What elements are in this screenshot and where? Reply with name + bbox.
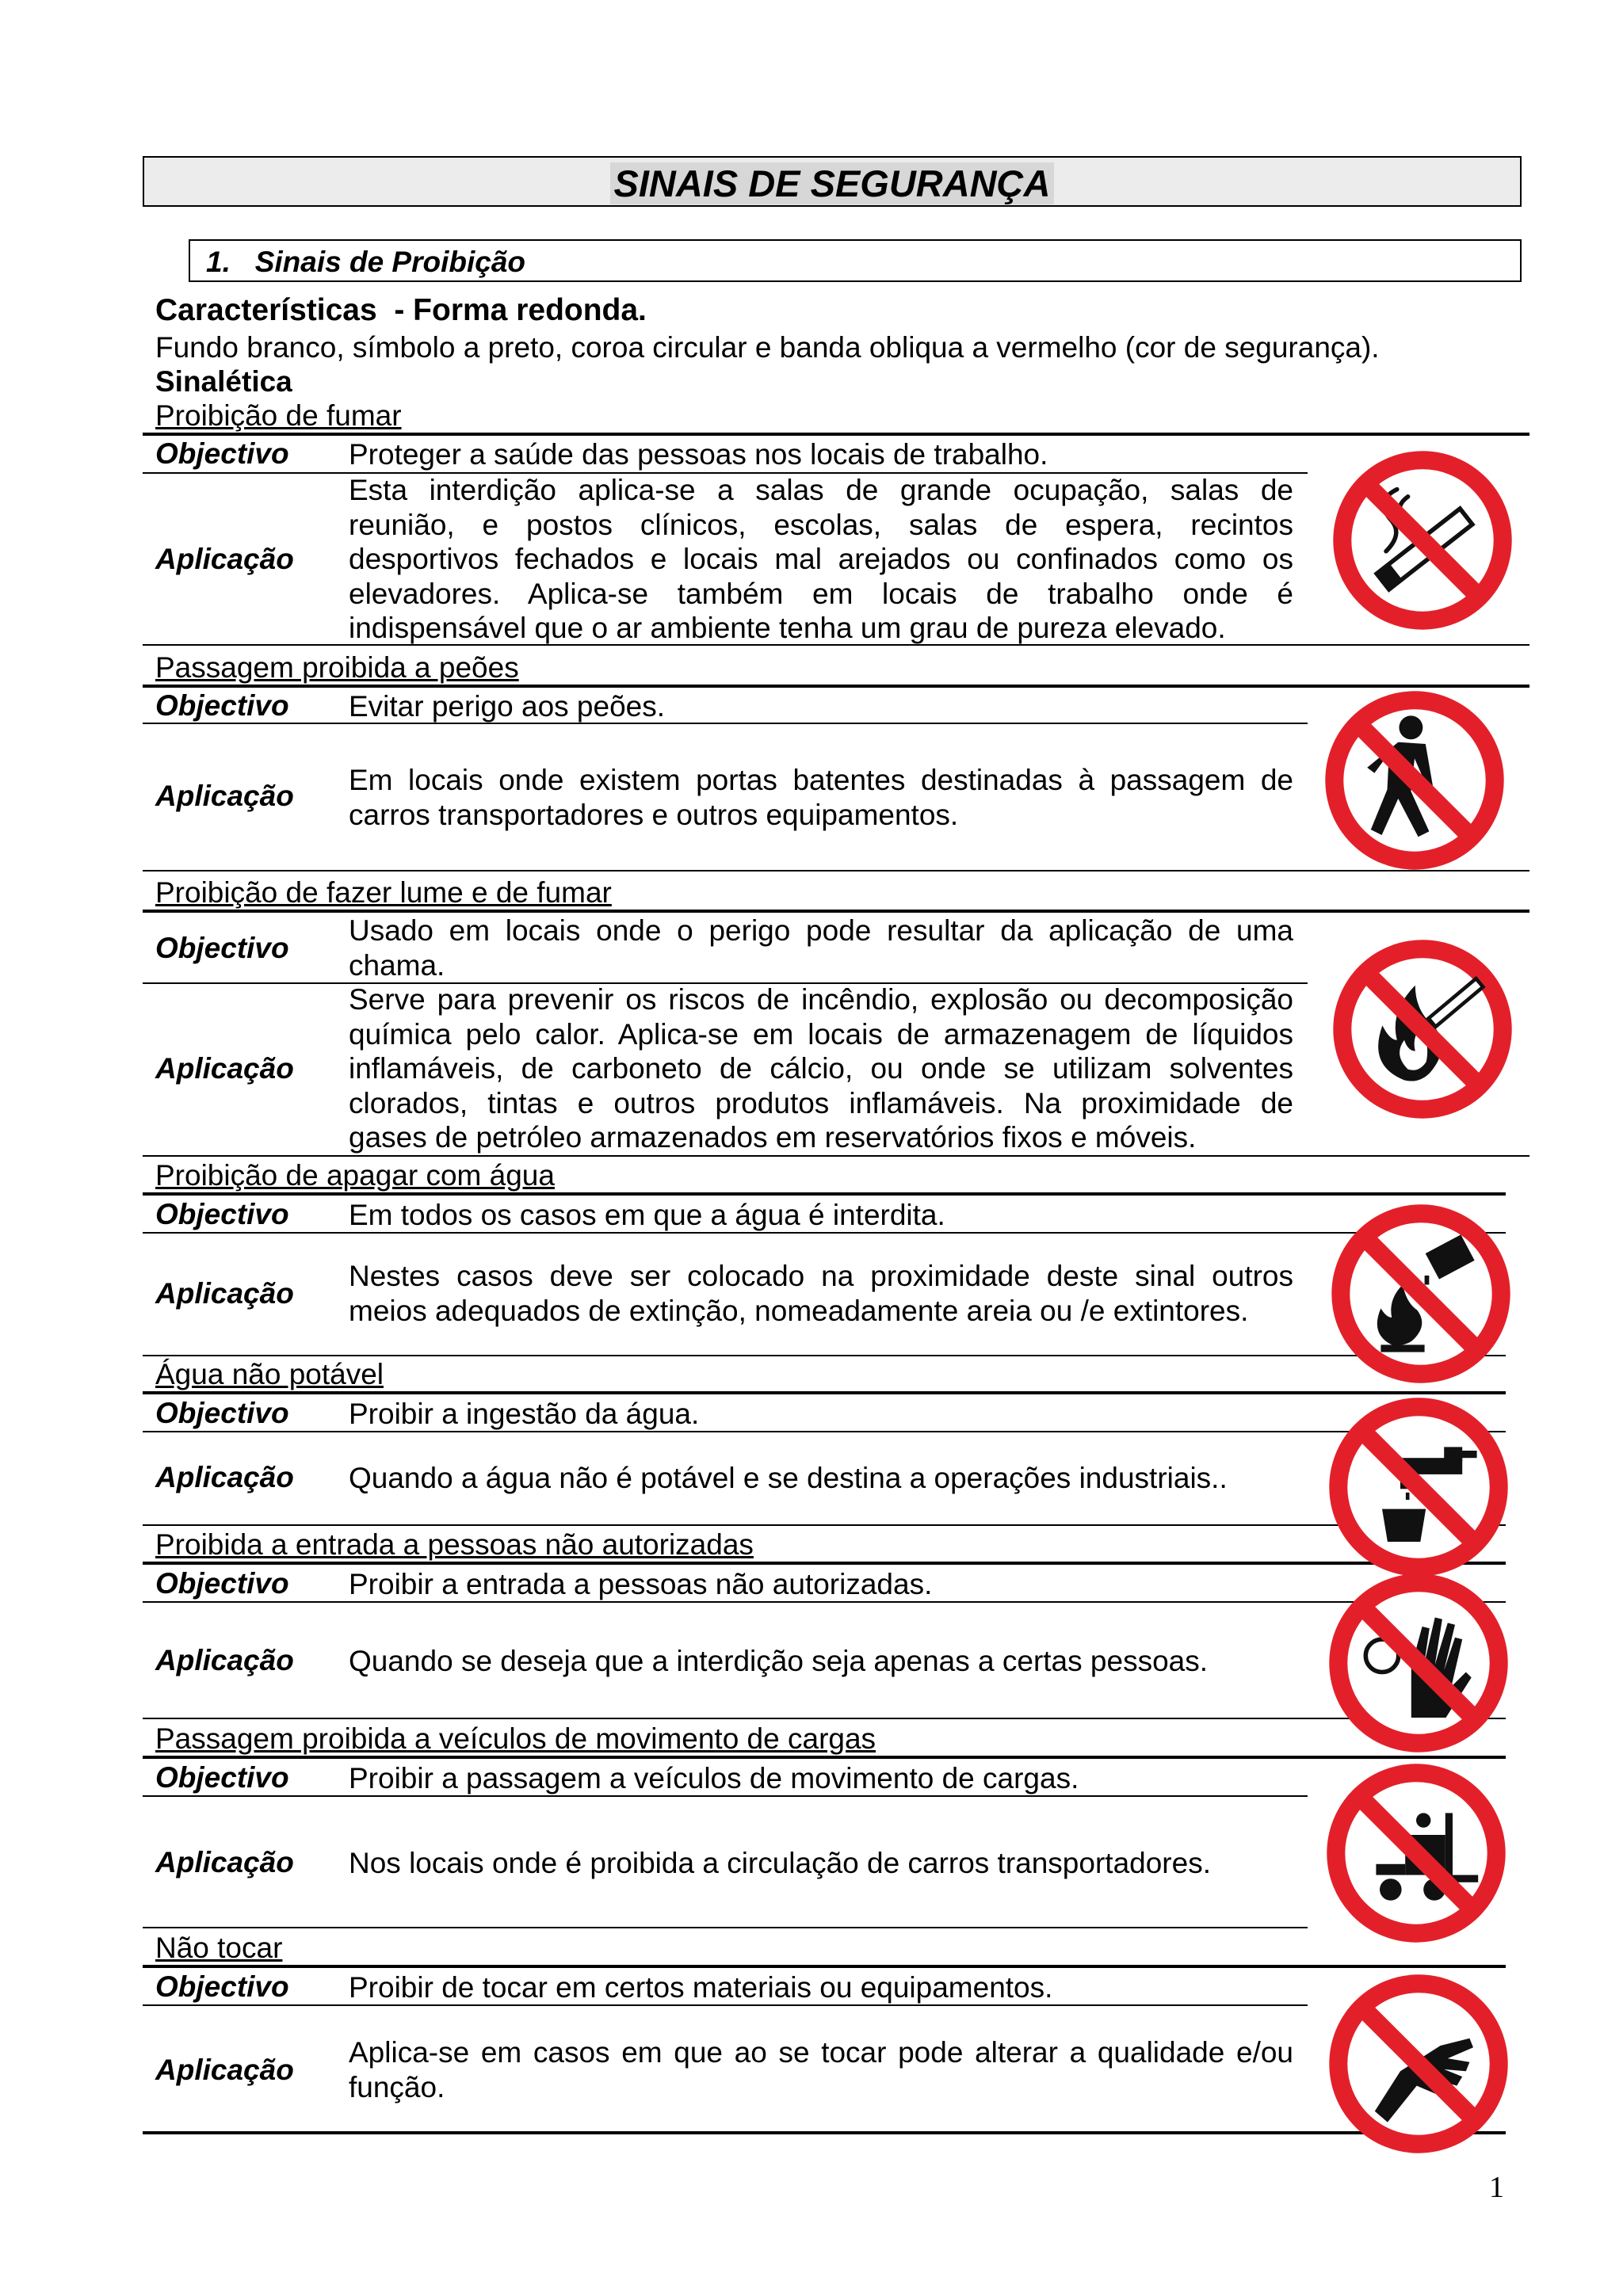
- sign-title: Água não potável: [155, 1358, 384, 1390]
- no-smoking-icon: [1331, 449, 1514, 631]
- objective-label: Objectivo: [155, 1198, 289, 1230]
- no-unauthorized-entry-icon: [1327, 1572, 1510, 1754]
- divider: [143, 1355, 1506, 1356]
- application-text: Aplica-se em casos em que ao se tocar pode alterar a qualidade e/ou função.: [349, 2036, 1293, 2103]
- divider: [143, 870, 1529, 871]
- characteristics-line: [155, 293, 647, 328]
- divider: [143, 1601, 1506, 1603]
- no-open-flame-icon: [1331, 938, 1514, 1120]
- application-label: Aplicação: [155, 1846, 294, 1878]
- divider: [143, 1155, 1529, 1157]
- divider: [143, 644, 1529, 646]
- application-label: Aplicação: [155, 1277, 294, 1310]
- objective-label: Objectivo: [155, 1397, 289, 1429]
- application-label: Aplicação: [155, 1644, 294, 1676]
- no-pedestrians-icon: [1323, 689, 1506, 871]
- divider: [143, 1192, 1506, 1196]
- divider: [143, 723, 1308, 724]
- objective-text: Em todos os casos em que a água é interdita.: [349, 1199, 945, 1231]
- objective-text: Proibir a passagem a veículos de movimento de cargas.: [349, 1762, 1079, 1794]
- no-water-extinguishing-icon: [1330, 1203, 1512, 1385]
- application-label: Aplicação: [155, 1052, 294, 1085]
- objective-text: Usado em locais onde o perigo pode resultar da aplicação de uma chama.: [349, 914, 1293, 982]
- divider: [143, 1795, 1308, 1797]
- sign-title: Proibida a entrada a pessoas não autorizadas: [155, 1528, 754, 1561]
- objective-text: Proibir de tocar em certos materiais ou equipamentos.: [349, 1971, 1053, 2004]
- objective-text: Evitar perigo aos peões.: [349, 690, 666, 723]
- characteristics-value: - Forma redonda.: [394, 293, 647, 327]
- application-text: Esta interdição aplica-se a salas de grande ocupação, salas de reunião, e postos clínicos, escolas, salas de espera, recintos desportivos fechados e locais mal arejados ou confinados como os elevadores. Aplica-se também em locais de trabalho onde é indispensável que o ar ambiente tenha um grau de pureza elevado.: [349, 474, 1293, 644]
- objective-label: Objectivo: [155, 1970, 289, 2003]
- application-text: Em locais onde existem portas batentes destinadas à passagem de carros transportadores e outros equipamentos.: [349, 764, 1293, 831]
- sign-title: Não tocar: [155, 1932, 283, 1964]
- sign-title: Proibição de apagar com água: [155, 1159, 555, 1192]
- objective-text: Proibir a ingestão da água.: [349, 1398, 700, 1430]
- divider: [143, 2004, 1308, 2006]
- divider: [143, 1927, 1308, 1928]
- no-touching-icon: [1327, 1973, 1510, 2155]
- characteristics-label: Características: [155, 293, 377, 327]
- application-label: Aplicação: [155, 2054, 294, 2086]
- divider: [143, 1391, 1506, 1394]
- objective-label: Objectivo: [155, 689, 289, 722]
- characteristics-description: Fundo branco, símbolo a preto, coroa circular e banda obliqua a vermelho (cor de segurança).: [155, 331, 1380, 364]
- objective-text: Proteger a saúde das pessoas nos locais de trabalho.: [349, 438, 1048, 471]
- sign-title: Passagem proibida a peões: [155, 651, 519, 684]
- divider: [143, 1431, 1506, 1432]
- divider: [143, 433, 1529, 436]
- application-label: Aplicação: [155, 780, 294, 812]
- sign-title: Proibição de fazer lume e de fumar: [155, 876, 612, 909]
- divider: [143, 1562, 1506, 1565]
- objective-label: Objectivo: [155, 932, 289, 964]
- application-text: Nos locais onde é proibida a circulação de carros transportadores.: [349, 1847, 1211, 1879]
- application-text: Nestes casos deve ser colocado na proximidade deste sinal outros meios adequados de extinção, nomeadamente areia ou /e extintores.: [349, 1260, 1293, 1327]
- non-potable-water-icon: [1327, 1396, 1510, 1578]
- divider: [143, 1524, 1506, 1526]
- divider: [143, 1718, 1506, 1719]
- divider: [143, 1232, 1506, 1234]
- application-text: Serve para prevenir os riscos de incêndio, explosão ou decomposição química pelo calor. Aplica-se em locais de armazenagem de líquidos inflamáveis, de carboneto de cálcio, ou onde se utilizam solventes clorados, tintas e outros produtos inflamáveis. Na proximidade de gases de petróleo armazenados em reservatórios fixos e móveis.: [349, 983, 1293, 1154]
- divider: [143, 2131, 1506, 2134]
- divider: [143, 910, 1529, 913]
- objective-text: Proibir a entrada a pessoas não autorizadas.: [349, 1568, 933, 1600]
- sign-title: Passagem proibida a veículos de movimento de cargas: [155, 1722, 876, 1755]
- application-label: Aplicação: [155, 543, 294, 575]
- application-text: Quando a água não é potável e se destina a operações industriais..: [349, 1462, 1228, 1494]
- divider: [143, 685, 1529, 688]
- objective-label: Objectivo: [155, 1567, 289, 1600]
- section-number: 1.: [206, 246, 231, 278]
- application-text: Quando se deseja que a interdição seja apenas a certas pessoas.: [349, 1645, 1209, 1677]
- title-box: [143, 156, 1522, 207]
- sign-title: Proibição de fumar: [155, 399, 402, 432]
- application-label: Aplicação: [155, 1461, 294, 1493]
- page-title: SINAIS DE SEGURANÇA: [610, 162, 1053, 204]
- no-forklifts-icon: [1325, 1762, 1507, 1944]
- section-title: Sinais de Proibição: [254, 246, 526, 278]
- divider: [143, 1965, 1506, 1968]
- objective-label: Objectivo: [155, 437, 289, 470]
- divider: [143, 1756, 1506, 1759]
- signage-label: Sinalética: [155, 365, 292, 398]
- page-number: 1: [1489, 2171, 1504, 2204]
- objective-label: Objectivo: [155, 1761, 289, 1794]
- section-heading-box: [189, 239, 1522, 282]
